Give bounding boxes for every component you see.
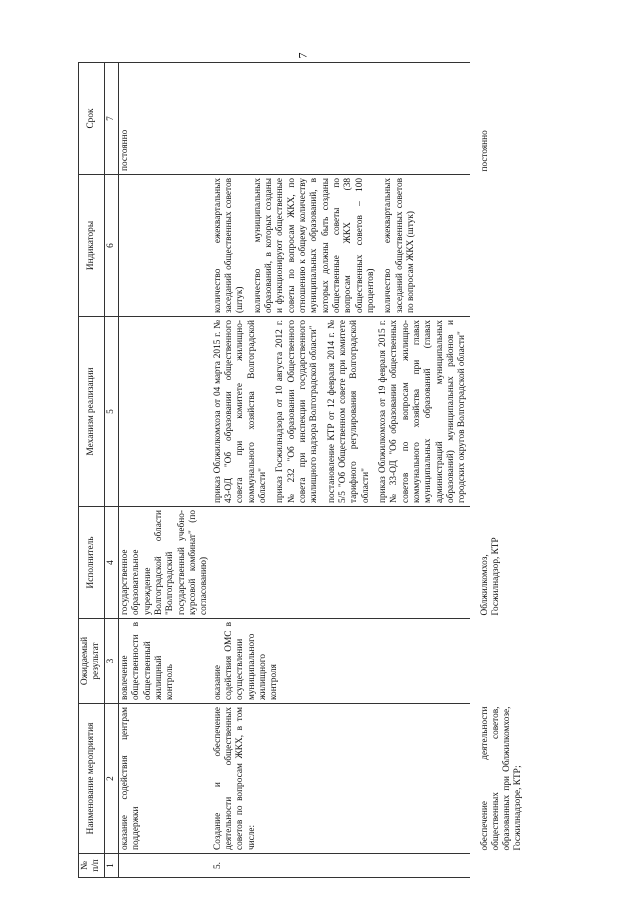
- column-number-row: [104, 63, 118, 878]
- row-number: [118, 854, 211, 878]
- result-item: вовлечение общественности в общественный жилищный контроль: [119, 622, 176, 700]
- table-row: [470, 63, 526, 878]
- expected-result: [212, 619, 470, 704]
- action-name: Создание и обеспечение деятельности общественных советов по вопросам ЖКХ, в том числе:: [212, 704, 470, 854]
- indicator-item: количество ежеквартальных заседаний общественных советов (штук): [212, 178, 246, 313]
- colnum-5: 5: [104, 317, 118, 507]
- mechanism: [212, 317, 470, 507]
- mechanism: [118, 317, 211, 507]
- action-name: обеспечение деятельности общественных советов, образованных при Облжилкомхозе, Госжилнадзоре, КТР;: [479, 706, 524, 851]
- mechanism-item: постановление КТР от 12 февраля 2014 г. № 5/5 "Об Общественном совете при комитете тарифного регулирования Волгоградской области": [326, 320, 371, 503]
- mechanism-item: приказ Облжилкомхоза от 19 февраля 2015 г. № 33-ОД "Об образовании общественных советов по вопросам жилищно-коммунального хозяйства при главах муниципальных образований (главах администраций муниципальных образований) муниципальных районов и городских округов Волгоградской области": [377, 320, 468, 503]
- header-mechanism: Механизм реализации: [79, 317, 105, 507]
- expected-result: [470, 619, 526, 704]
- mechanism-item: приказ Госжилнадзора от 10 августа 2012 г. № 232 "Об образовании Общественного совета при инспекции государственного жилищного надзора Волгоградской области": [275, 320, 320, 503]
- header-indicators: Индикаторы: [79, 175, 105, 317]
- page-number: 7: [295, 52, 310, 59]
- header-row: [79, 63, 105, 878]
- header-num: № п/п: [79, 854, 105, 878]
- term: [212, 63, 470, 175]
- indicators: [118, 175, 211, 317]
- header-result: Ожидаемый результат: [79, 619, 105, 704]
- header-name: Наименование мероприятия: [79, 704, 105, 854]
- colnum-3: 3: [104, 619, 118, 704]
- indicators: [470, 175, 526, 317]
- executor: Облжилкомхоз, Госжилнадзор, КТР: [479, 537, 501, 616]
- header-executor: Исполнитель: [79, 507, 105, 619]
- table-row: [118, 63, 211, 878]
- header-term: Срок: [79, 63, 105, 175]
- executor: государственное образовательное учреждение Волгоградской области "Волгоградский государственный учебно-курсовой комбинат" (по согласованию): [118, 507, 211, 619]
- mechanism-item: приказ Облжилкомхоза от 04 марта 2015 г. № 43-ОД "Об образовании общественного совета при комитете жилищно-коммунального хозяйства Волгоградской области": [212, 320, 268, 503]
- indicators: [212, 175, 470, 317]
- colnum-4: 4: [104, 507, 118, 619]
- colnum-1: 1: [104, 854, 118, 878]
- colnum-7: 7: [104, 63, 118, 175]
- result-item: оказание содействия ОМС в осуществлении муниципального жилищного контроля: [212, 622, 280, 700]
- row-number: [470, 854, 526, 878]
- executor: [212, 507, 470, 619]
- expected-result: [118, 619, 211, 704]
- colnum-2: 2: [104, 704, 118, 854]
- indicator-item: количество муниципальных образований, в которых созданы и функционируют общественные советы по вопросам ЖКХ, по отношению к общему количеству муниципальных образований, в которых должны быть созданы общественные советы по вопросам ЖКХ (38 общественных советов – 100 процентов): [252, 178, 376, 313]
- indicator-item: количество ежеквартальных заседаний общественных советов по вопросам ЖКХ (штук): [383, 178, 416, 313]
- term: постоянно: [479, 130, 490, 172]
- row-number: 5.: [212, 854, 470, 878]
- action-name: оказание содействия центрам поддержки: [118, 704, 211, 854]
- mechanism: [470, 317, 526, 507]
- colnum-6: 6: [104, 175, 118, 317]
- term: постоянно: [118, 63, 211, 175]
- rotated-table-page: [78, 63, 618, 878]
- action-plan-table: [78, 62, 526, 878]
- table-row: [212, 63, 470, 878]
